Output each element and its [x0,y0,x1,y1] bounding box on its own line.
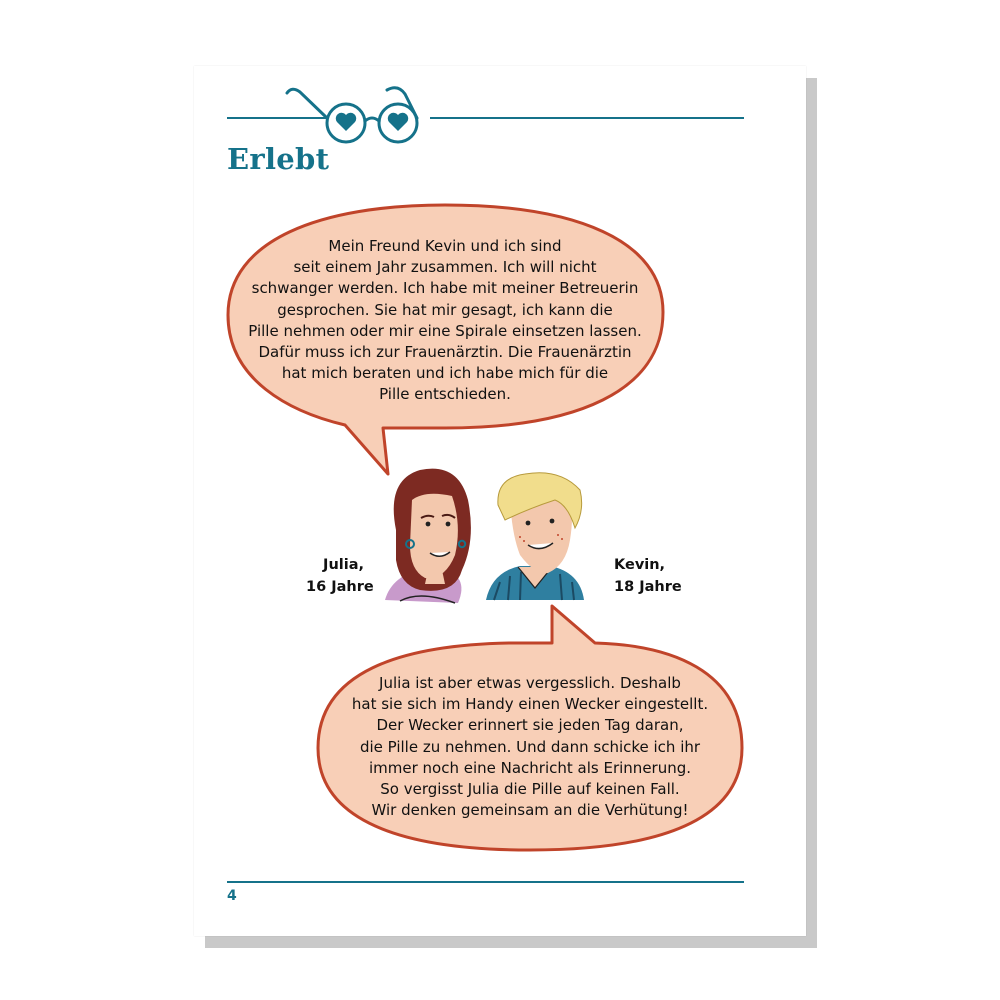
page-number: 4 [227,888,237,904]
kevin-age: 18 Jahre [614,579,682,595]
speech-line: Dafür muss ich zur Frauenärztin. Die Frauenärztin [258,343,632,362]
speech-text-julia [240,236,650,406]
speech-line: hat mich beraten und ich habe mich für die [281,364,609,383]
speech-line: So vergisst Julia die Pille auf keinen Fall. [380,780,680,799]
kevin-name: Kevin, [614,557,666,573]
kevin-label [614,554,684,598]
julia-portrait [385,469,471,603]
speech-line: immer noch eine Nachricht als Erinnerung. [368,758,692,777]
page-title: Erlebt [227,142,330,176]
speech-line: Pille nehmen oder mir eine Spirale einsetzen lassen. [248,321,642,340]
kevin-portrait [486,473,584,600]
speech-line: Pille entschieden. [379,385,511,404]
speech-line: Der Wecker erinnert sie jeden Tag daran, [376,716,684,735]
speech-line: schwanger werden. Ich habe mit meiner Betreuerin [251,279,639,298]
glasses-heart-icon [287,88,417,142]
speech-line: die Pille zu nehmen. Und dann schicke ich ihr [359,737,701,756]
julia-name: Julia, [323,557,364,573]
speech-line: Mein Freund Kevin und ich sind [328,237,562,255]
speech-line: Julia ist aber etwas vergesslich. Deshalb [379,674,681,692]
speech-line: hat sie sich im Handy einen Wecker eingestellt. [351,695,709,714]
speech-text-kevin [330,673,730,821]
speech-line: Wir denken gemeinsam an die Verhütung! [371,801,689,820]
julia-age: 16 Jahre [306,579,374,595]
speech-line: gesprochen. Sie hat mir gesagt, ich kann die [277,300,613,319]
speech-line: seit einem Jahr zusammen. Ich will nicht [293,258,597,277]
julia-label [306,554,374,598]
